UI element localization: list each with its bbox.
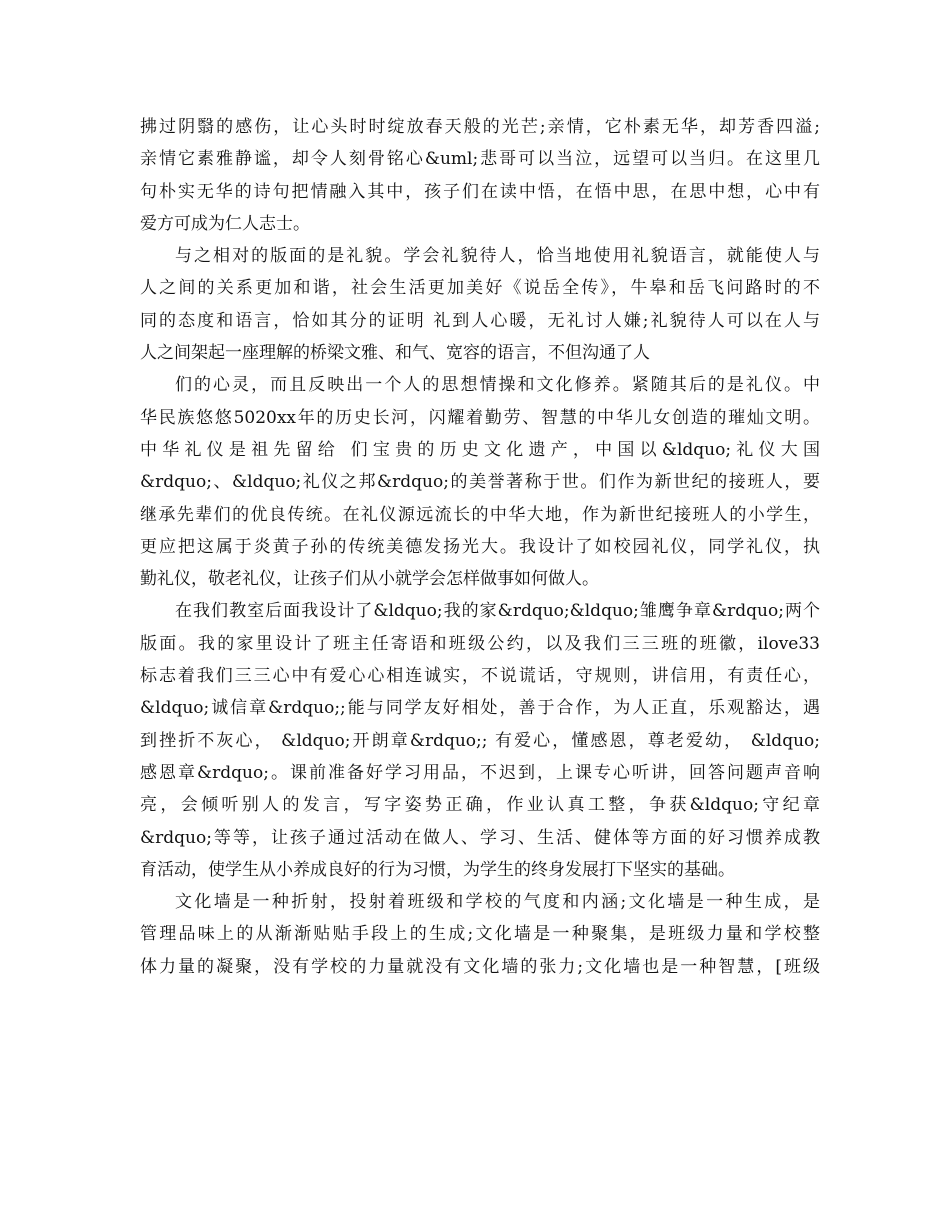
text-line: 标志着我们三三心中有爱心心相连诚实，不说谎话，守规则，讲信用，有责任心，: [140, 666, 820, 687]
document-body: [140, 111, 820, 983]
text-line: 版面。我的家里设计了班主任寄语和班级公约，以及我们三三班的班徽，ilove33: [140, 633, 820, 654]
text-line: 育活动，使学生从小养成良好的行为习惯，为学生的终身发展打下坚实的基础。: [140, 859, 735, 880]
text-line: 继承先辈们的优良传统。在礼仪源远流长的中华大地，作为新世纪接班人的小学生，: [140, 504, 820, 525]
paragraph-first-line: 文化墙是一种折射，投射着班级和学校的气度和内涵;文化墙是一种生成，是: [175, 892, 820, 913]
text-line: 拂过阴翳的感伤，让心头时时绽放春天般的光芒;亲情，它朴素无华，却芳香四溢;: [140, 117, 820, 137]
text-line: 管理品味上的从渐渐贴贴手段上的生成;文化墙是一种聚集，是班级力量和学校整: [140, 924, 820, 945]
text-line: 亲情它素雅静谧，却令人刻骨铭心&uml;悲哥可以当泣，远望可以当归。在这里几: [140, 149, 820, 170]
text-line: 同的态度和语言，恰如其分的证明 礼到人心暖，无礼讨人嫌;礼貌待人可以在人与: [140, 310, 820, 331]
text-line: &rdquo;等等，让孩子通过活动在做人、学习、生活、健体等方面的好习惯养成教: [140, 827, 820, 848]
text-line: 亮，会倾听别人的发言，写字姿势正确，作业认真工整，争获&ldquo;守纪章: [140, 795, 820, 816]
text-line: 人之间架起一座理解的桥梁文雅、和气、宽容的语言，不但沟通了人: [140, 343, 650, 364]
text-line: 更应把这属于炎黄子孙的传统美德发扬光大。我设计了如校园礼仪，同学礼仪，执: [140, 536, 820, 557]
paragraph-first-line: 们的心灵，而且反映出一个人的思想情操和文化修养。紧随其后的是礼仪。中: [175, 375, 820, 396]
text-line: 中华礼仪是祖先留给 们宝贵的历史文化遗产，中国以&ldquo;礼仪大国: [140, 439, 820, 460]
paragraph-first-line: 与之相对的版面的是礼貌。学会礼貌待人，恰当地使用礼貌语言，就能使人与: [175, 246, 820, 267]
text-line: 华民族悠悠5020xx年的历史长河，闪耀着勤劳、智慧的中华儿女创造的璀灿文明。: [140, 407, 820, 428]
text-line: 到挫折不灰心， &ldquo;开朗章&rdquo;; 有爱心，懂感恩，尊老爱幼， &ldquo;: [140, 730, 820, 751]
text-line: &ldquo;诚信章&rdquo;;能与同学友好相处，善于合作，为人正直，乐观豁达，遇: [140, 698, 820, 719]
text-line: 人之间的关系更加和谐，社会生活更加美好《说岳全传》，牛皋和岳飞问路时的不: [140, 278, 820, 299]
text-line: 勤礼仪，敬老礼仪，让孩子们从小就学会怎样做事如何做人。: [140, 569, 599, 590]
text-line: 体力量的凝聚，没有学校的力量就没有文化墙的张力;文化墙也是一种智慧，[班级: [140, 956, 820, 977]
text-line: 句朴实无华的诗句把情融入其中，孩子们在读中悟，在悟中思，在思中想，心中有: [140, 181, 820, 202]
text-line: 爱方可成为仁人志士。: [140, 213, 310, 234]
paragraph-first-line: 在我们教室后面我设计了&ldquo;我的家&rdquo;&ldquo;雏鹰争章&rdquo;两个: [175, 601, 820, 622]
text-line: 感恩章&rdquo;。课前准备好学习用品，不迟到，上课专心听讲，回答问题声音响: [140, 762, 820, 783]
text-line: &rdquo;、&ldquo;礼仪之邦&rdquo;的美誉著称于世。们作为新世纪的接班人，要: [140, 472, 820, 493]
